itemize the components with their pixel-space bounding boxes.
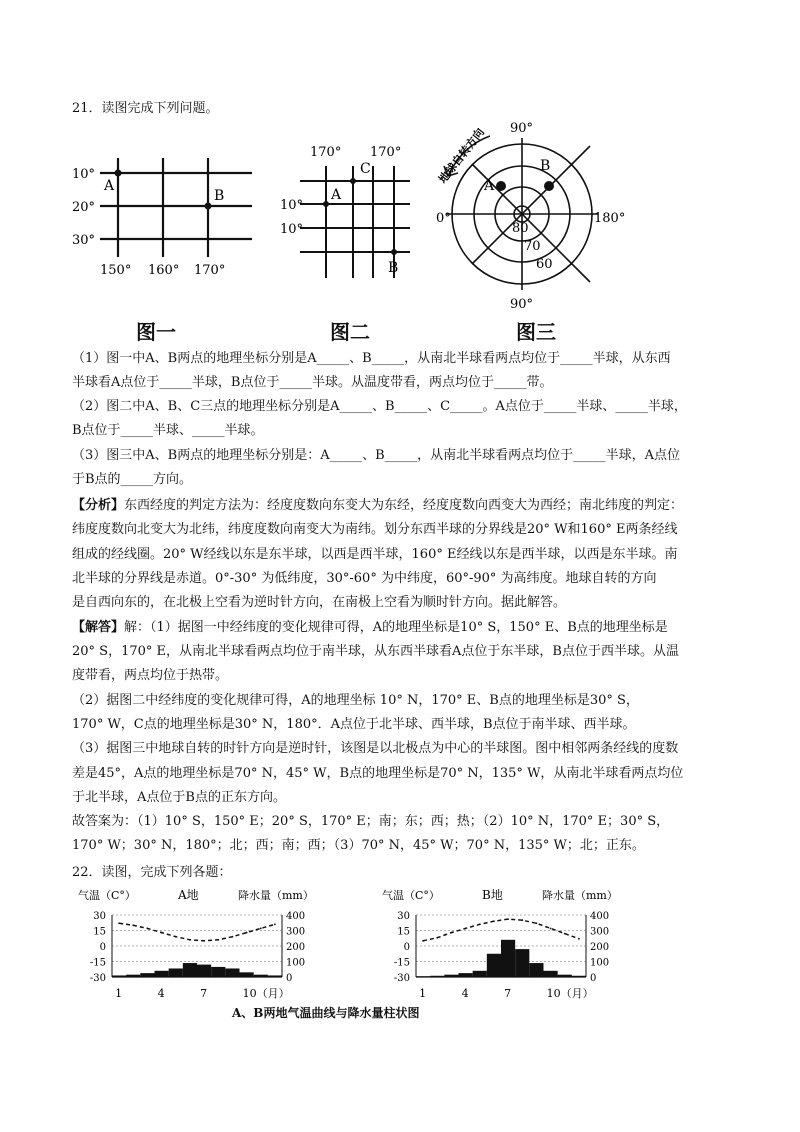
temp-axis-title: 气温（C°） [78, 889, 136, 902]
precip-tick-label: 100 [286, 957, 306, 969]
fig3-ring-70: 70 [524, 239, 541, 254]
temperature-line [119, 923, 275, 941]
temp-tick-label: 30 [397, 911, 410, 922]
fig3-rotation-label: 地球自转方向 [436, 125, 487, 186]
temp-tick-label: -30 [89, 973, 106, 984]
fig1-point-a: A [104, 178, 115, 194]
temperature-point [451, 932, 453, 934]
temperature-point [521, 919, 523, 921]
precip-bar [487, 954, 501, 977]
figure-1 [70, 140, 260, 285]
temperature-point [465, 928, 467, 930]
precip-tick-label: 0 [590, 973, 597, 984]
precip-bar [155, 971, 169, 977]
q22-caption: A、B两地气温曲线与降水量柱状图 [232, 1006, 420, 1020]
analysis-line-1 [72, 497, 732, 515]
month-tick-label: 1 [115, 987, 123, 1000]
q21-line-2: 半球看A点位于_____半球，B点位于_____半球。从温度带看，两点均位于_____带。 [72, 375, 553, 390]
fig2-lat-1: 10° [280, 198, 304, 213]
answer-line-9: 故答案为：（1）10° S，150° E；20° S，170° E；南；东；西；热；（2）10° N，170° E；30° S， [72, 814, 670, 829]
analysis-line-3: 组成的经线圈。20° W经线以东是东半球，以西是西半球，160° E经线以东是西半球，以西是东半球。南 [72, 547, 678, 562]
fig3-ring-60: 60 [536, 257, 553, 272]
fig1-caption: 图一 [136, 320, 176, 344]
precip-bar [211, 967, 225, 977]
temperature-point [118, 922, 120, 924]
temperature-point [161, 932, 163, 934]
fig1-point-a-dot [115, 170, 122, 177]
precip-bar [254, 975, 268, 977]
temp-tick-label: 0 [99, 942, 106, 953]
temp-tick-label: 15 [93, 926, 106, 938]
fig1-lon-170: 170° [194, 263, 226, 278]
temperature-point [479, 923, 481, 925]
figure-2 [278, 138, 418, 288]
answer-line-10: 170° W；30° N，180°；北；西；南；西；（3）70° N，45° W；70° N，135° W；北；正东。 [72, 838, 645, 853]
precip-bar [416, 976, 430, 977]
precip-bar [544, 971, 558, 977]
temperature-point [132, 924, 134, 926]
place-label: B地 [482, 888, 503, 902]
precip-tick-label: 200 [590, 942, 610, 953]
fig3-point-b: B [540, 158, 551, 174]
month-tick-label: 4 [157, 987, 165, 1000]
temp-tick-label: -30 [393, 973, 410, 984]
climate-chart-a [78, 885, 348, 1003]
precip-bar [558, 975, 572, 977]
answer-line-4: （2）据图二中经纬度的变化规律可得，A的地理坐标 10° N，170° E、B点的地理坐标是30° S， [72, 693, 639, 708]
temperature-point [260, 928, 262, 930]
precip-bar [183, 963, 197, 977]
climate-chart-b [382, 885, 652, 1003]
temperature-point [550, 928, 552, 930]
fig1-lat-10: 10° [72, 167, 96, 182]
fig1-point-b: B [214, 188, 225, 204]
fig2-point-b: B [388, 260, 399, 276]
q21-line-3: （2）图二中A、B、C三点的地理坐标分别是A_____、B_____、C_____。A点位于_____半球、_____半球， [72, 399, 687, 414]
fig3-right: 180° [594, 211, 626, 226]
temperature-point [564, 933, 566, 935]
temp-axis-title: 气温（C°） [382, 889, 440, 902]
temperature-point [274, 923, 276, 925]
temperature-point [246, 932, 248, 934]
precip-axis-title: 降水量（mm） [542, 889, 618, 902]
precip-bar [459, 973, 473, 977]
precip-bar [473, 971, 487, 977]
analysis-line-5: 是自西向东的，在北极上空看为逆时针方向，在南极上空看为顺时针方向。据此解答。 [72, 595, 567, 610]
analysis-line-2: 纬度度数向北变大为北纬，纬度度数向南变大为南纬。划分东西半球的分界线是20° W和160° E两条经线 [72, 522, 678, 537]
precip-tick-label: 100 [590, 957, 610, 969]
precip-bar [444, 975, 458, 977]
q21-line-6: 于B点的_____方向。 [72, 472, 193, 487]
month-tick-label: 7 [504, 987, 512, 1000]
precip-tick-label: 0 [286, 973, 293, 984]
temp-tick-label: -15 [393, 957, 410, 969]
fig3-ring-80: 80 [512, 221, 529, 236]
precip-bar [140, 973, 154, 977]
answer-tag: 【解答】 [72, 620, 125, 635]
temperature-point [422, 940, 424, 942]
precip-bar [197, 965, 211, 977]
precip-bar [169, 968, 183, 977]
fig2-top-label-2: 170° [370, 145, 402, 160]
fig3-point-a: A [484, 178, 495, 194]
fig1-lon-160: 160° [148, 263, 180, 278]
analysis-line-4: 北半球的分界线是赤道。0°-30° 为低纬度，30°-60° 为中纬度，60°-90° 为高纬度。地球自转的方向 [72, 571, 657, 586]
answer-line-2: 20° S，170° E，从南北半球看两点均位于南半球，从东西半球看A点位于东半球，B点位于西半球。从温 [72, 644, 679, 659]
precip-tick-label: 200 [286, 942, 306, 953]
fig2-lat-2: 10° [280, 222, 304, 237]
fig2-point-c: C [360, 161, 371, 177]
answer-line-5: 170° W，C点的地理坐标是30° N，180°．A点位于北半球、西半球，B点位于南半球、西半球。 [72, 717, 636, 732]
precip-bar [126, 975, 140, 977]
place-label: A地 [178, 888, 199, 902]
fig2-caption: 图二 [330, 320, 370, 344]
fig3-top: 90° [510, 121, 534, 136]
temperature-point [147, 928, 149, 930]
month-tick-label: 1 [419, 987, 427, 1000]
month-tick-label: 4 [461, 987, 469, 1000]
precip-bar [572, 976, 586, 977]
fig2-point-b-dot [391, 249, 397, 255]
temperature-point [175, 936, 177, 938]
fig3-caption: 图三 [516, 320, 556, 344]
month-tick-label: 7 [200, 987, 208, 1000]
precip-bar [430, 976, 444, 977]
fig2-top-label-1: 170° [310, 145, 342, 160]
precip-axis-title: 降水量（mm） [238, 889, 314, 902]
temperature-point [189, 939, 191, 941]
precip-bar [529, 963, 543, 977]
temperature-line [423, 919, 579, 941]
q21-title: 21．读图完成下列问题。 [72, 101, 219, 116]
fig3-point-a-dot [496, 181, 506, 191]
q22-title: 22．读图，完成下列各题： [72, 865, 232, 880]
q21-line-1: （1）图一中A、B两点的地理坐标分别是A_____、B_____，从南北半球看两点均位于_____半球，从东西 [72, 351, 671, 366]
fig1-lat-30: 30° [72, 233, 96, 248]
temperature-point [493, 920, 495, 922]
q21-line-4: B点位于_____半球、_____半球。 [72, 423, 264, 438]
temperature-point [536, 922, 538, 924]
precip-tick-label: 400 [590, 911, 610, 922]
precip-bar [501, 940, 515, 977]
figure-3 [432, 118, 637, 313]
temperature-point [436, 937, 438, 939]
fig2-point-c-dot [350, 178, 356, 184]
precip-tick-label: 300 [590, 926, 610, 938]
fig1-lon-150: 150° [100, 263, 132, 278]
answer-text-1: 解：（1）据图一中经纬度的变化规律可得，A的地理坐标是10° S，150° E、B点的地理坐标是 [124, 620, 668, 635]
temp-tick-label: 30 [93, 911, 106, 922]
analysis-text-1: 东西经度的判定方法为：经度度数向东变大为东经，经度度数向西变大为西经；南北纬度的判定： [124, 498, 684, 513]
answer-line-1 [72, 619, 732, 637]
month-tick-label: 10（月） [242, 987, 290, 1000]
q21-line-5: （3）图三中A、B两点的地理坐标分别是：A_____、B_____，从南北半球看两点均位于_____半球，A点位 [72, 448, 681, 463]
precip-tick-label: 400 [286, 911, 306, 922]
precip-bar [112, 975, 126, 977]
temperature-point [217, 939, 219, 941]
precip-bar [225, 968, 239, 977]
month-tick-label: 10（月） [546, 987, 594, 1000]
temp-tick-label: 15 [397, 926, 410, 938]
precip-tick-label: 300 [286, 926, 306, 938]
fig1-point-b-dot [205, 203, 212, 210]
fig3-point-b-dot [544, 181, 554, 191]
temp-tick-label: 0 [403, 942, 410, 953]
precip-bar [515, 949, 529, 977]
temperature-point [507, 918, 509, 920]
answer-line-8: 于北半球，A点位于B点的正东方向。 [72, 790, 286, 805]
analysis-tag: 【分析】 [72, 498, 125, 513]
answer-line-7: 差是45°，A点的地理坐标是70° N，45° W，B点的地理坐标是70° N，135° W，从南北半球看两点均位 [72, 766, 684, 781]
precip-bar [268, 975, 282, 977]
fig3-bottom: 90° [510, 297, 534, 312]
fig2-point-a: A [331, 187, 342, 203]
answer-line-3: 度带看，两点均位于热带。 [72, 668, 229, 683]
temperature-point [232, 936, 234, 938]
temp-tick-label: -15 [89, 957, 106, 969]
fig1-lat-20: 20° [72, 200, 96, 215]
answer-line-6: （3）据图三中地球自转的时针方向是逆时针，该图是以北极点为中心的半球图。图中相邻两条经线的度数 [72, 741, 679, 756]
fig3-left: 0° [436, 211, 451, 226]
precip-bar [240, 972, 254, 977]
temperature-point [578, 938, 580, 940]
fig2-point-a-dot [323, 201, 329, 207]
temperature-point [203, 940, 205, 942]
